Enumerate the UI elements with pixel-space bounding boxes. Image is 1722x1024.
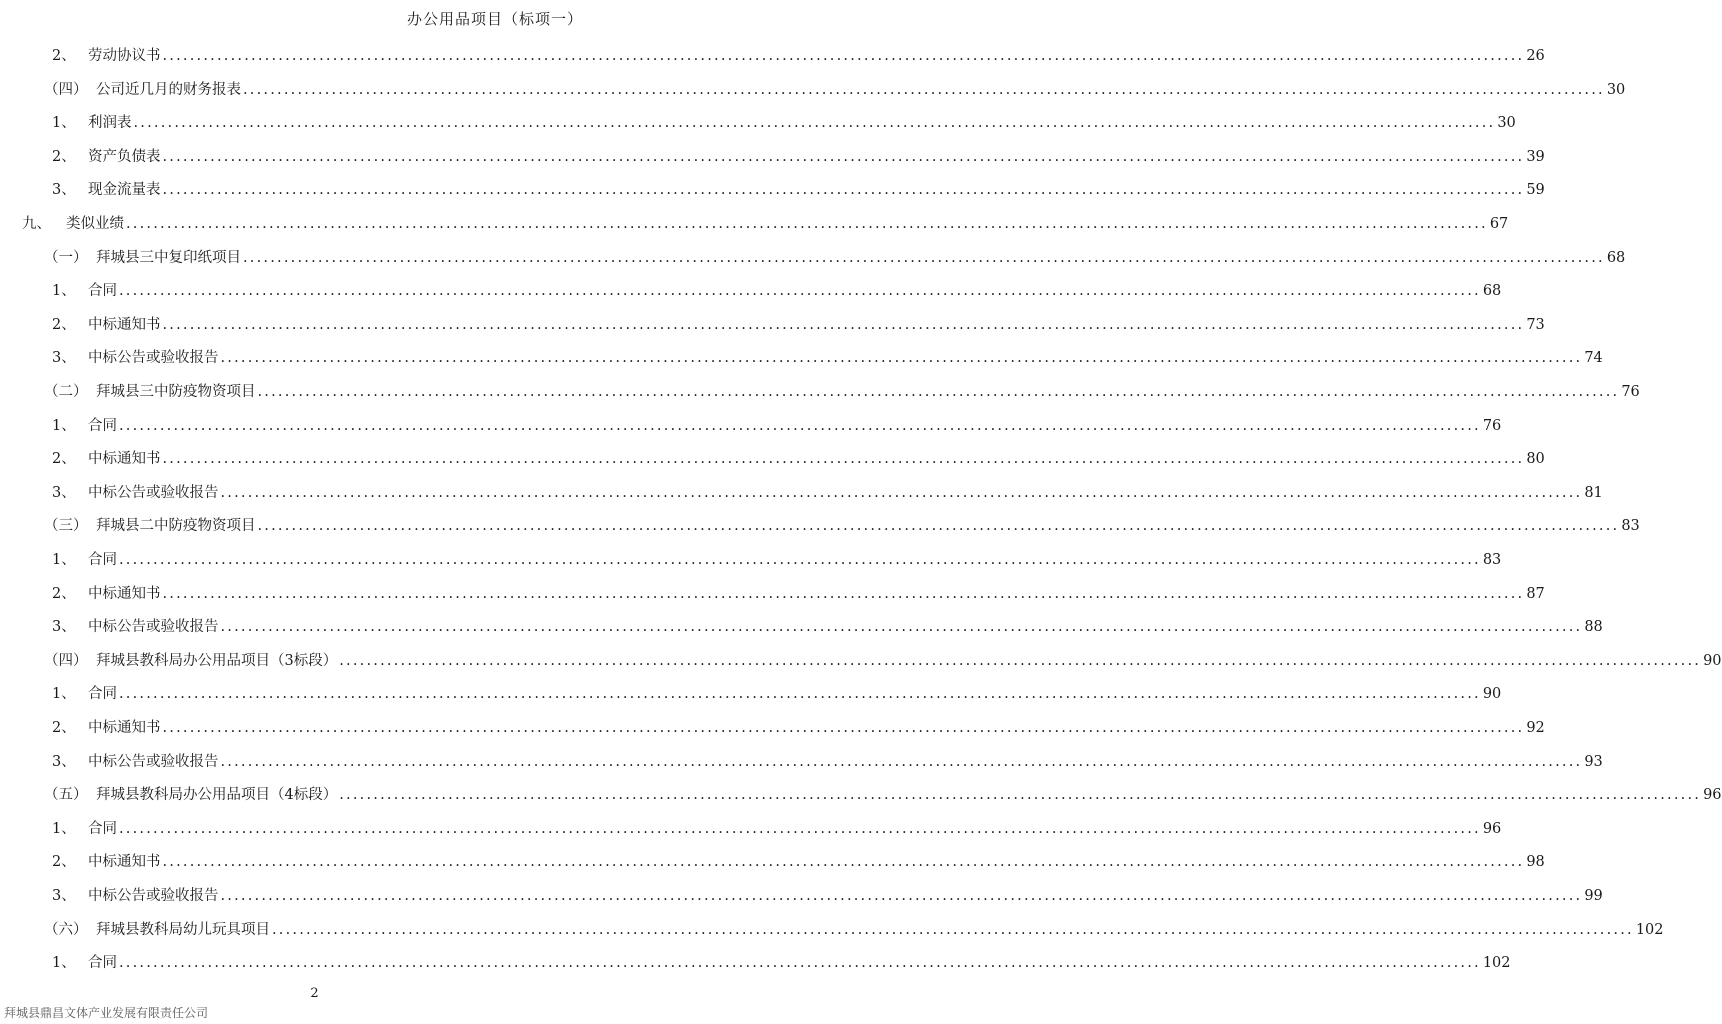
toc-entry-page: 96 xyxy=(1703,787,1722,804)
toc-entry-number: 1、 xyxy=(52,820,76,837)
toc-entry-title: 拜城县三中防疫物资项目 xyxy=(96,384,256,400)
toc-entry-title: 合同 xyxy=(88,417,117,434)
toc-dot-leader: ........................................................................................................................................................................................................ xyxy=(257,518,1620,535)
toc-dot-leader: ........................................................................................................................................................................................................ xyxy=(162,585,1525,602)
toc-entry xyxy=(52,750,1603,772)
toc-entry xyxy=(44,78,1626,100)
toc-entry xyxy=(44,649,1722,671)
toc-entry-page: 74 xyxy=(1584,350,1603,367)
toc-entry-page: 102 xyxy=(1635,921,1664,938)
toc-entry-page: 30 xyxy=(1497,115,1516,132)
toc-entry-title: 拜城县二中防疫物资项目 xyxy=(96,518,256,535)
toc-dot-leader: ........................................................................................................................................................................................................ xyxy=(162,854,1525,871)
toc-entry-number: 3、 xyxy=(52,888,76,904)
toc-entry-title: 拜城县三中复印纸项目 xyxy=(96,249,241,266)
toc-entry xyxy=(52,817,1502,839)
toc-dot-leader: ........................................................................................................................................................................................................ xyxy=(162,48,1525,64)
toc-entry-number: 1、 xyxy=(52,115,76,132)
toc-entry-number: 1、 xyxy=(52,686,76,703)
toc-dot-leader: ........................................................................................................................................................................................................ xyxy=(220,484,1583,501)
toc-dot-leader: ........................................................................................................................................................................................................ xyxy=(162,316,1525,333)
toc-entry-number: 3、 xyxy=(52,619,76,636)
toc-entry-page: 39 xyxy=(1526,148,1545,165)
toc-entry-title: 公司近几月的财务报表 xyxy=(96,81,241,98)
toc-dot-leader: ........................................................................................................................................................................................................ xyxy=(119,417,1481,434)
toc-entry-page: 98 xyxy=(1526,854,1545,871)
toc-entry-number: 1、 xyxy=(52,955,76,972)
toc-entry xyxy=(44,514,1640,536)
toc-entry-page: 80 xyxy=(1526,451,1545,468)
toc-entry xyxy=(52,346,1603,368)
toc-entry-page: 26 xyxy=(1526,48,1545,64)
toc-dot-leader: ........................................................................................................................................................................................................ xyxy=(257,384,1620,400)
toc-dot-leader: ........................................................................................................................................................................................................ xyxy=(119,955,1481,972)
toc-entry-title: 拜城县教科局幼儿玩具项目 xyxy=(96,921,270,938)
toc-entry-number: （三） xyxy=(44,518,88,535)
toc-dot-leader: ........................................................................................................................................................................................................ xyxy=(243,249,1605,266)
toc-entry-title: 拜城县教科局办公用品项目（3标段） xyxy=(96,652,338,669)
toc-entry-page: 83 xyxy=(1621,518,1640,535)
toc-entry-page: 99 xyxy=(1584,888,1603,904)
toc-dot-leader: ........................................................................................................................................................................................................ xyxy=(119,283,1481,300)
toc-entry xyxy=(52,111,1516,133)
toc-entry-number: （一） xyxy=(44,249,88,266)
toc-entry-page: 81 xyxy=(1584,484,1603,501)
toc-entry xyxy=(52,447,1545,469)
toc-entry-page: 93 xyxy=(1584,753,1603,770)
toc-entry-title: 合同 xyxy=(88,686,117,703)
toc-entry xyxy=(22,212,1509,234)
toc-entry-page: 59 xyxy=(1526,182,1545,199)
toc-entry-number: 3、 xyxy=(52,753,76,770)
toc-dot-leader: ........................................................................................................................................................................................................ xyxy=(119,820,1481,837)
toc-entry-number: 2、 xyxy=(52,854,76,871)
toc-dot-leader: ........................................................................................................................................................................................................ xyxy=(162,720,1525,736)
toc-entry-page: 73 xyxy=(1526,316,1545,333)
toc-entry-number: （六） xyxy=(44,921,88,938)
toc-entry-title: 中标公告或验收报告 xyxy=(88,619,219,636)
toc-entry-page: 67 xyxy=(1489,216,1509,232)
toc-entry-page: 76 xyxy=(1621,384,1640,400)
toc-entry-title: 中标通知书 xyxy=(88,316,161,333)
toc-entry-title: 合同 xyxy=(88,283,117,300)
toc-entry-title: 中标通知书 xyxy=(88,720,161,736)
toc-entry xyxy=(52,850,1545,872)
toc-dot-leader: ........................................................................................................................................................................................................ xyxy=(119,552,1481,568)
toc-entry-title: 中标通知书 xyxy=(88,854,161,871)
toc-entry xyxy=(52,414,1502,436)
toc-dot-leader: ........................................................................................................................................................................................................ xyxy=(339,787,1702,804)
toc-entry xyxy=(52,178,1545,200)
toc-entry xyxy=(52,548,1502,570)
toc-dot-leader: ........................................................................................................................................................................................................ xyxy=(220,350,1583,367)
toc-entry-title: 拜城县教科局办公用品项目（4标段） xyxy=(96,787,338,804)
toc-entry-page: 88 xyxy=(1584,619,1603,636)
toc-entry-number: （二） xyxy=(44,384,88,400)
toc-entry-page: 90 xyxy=(1703,652,1722,669)
toc-entry-page: 68 xyxy=(1606,249,1626,266)
toc-dot-leader: ........................................................................................................................................................................................................ xyxy=(272,921,1634,938)
toc-entry-title: 合同 xyxy=(88,955,117,972)
toc-entry-title: 中标公告或验收报告 xyxy=(88,888,219,904)
toc-entry-number: 1、 xyxy=(52,283,76,300)
toc-entry xyxy=(52,582,1545,604)
footer-company-name: 拜城县鼎昌文体产业发展有限责任公司 xyxy=(4,1006,209,1020)
toc-entry-title: 中标通知书 xyxy=(88,451,161,468)
toc-entry-title: 中标公告或验收报告 xyxy=(88,484,219,501)
toc-entry xyxy=(44,918,1664,940)
toc-entry-page: 96 xyxy=(1482,820,1502,837)
toc-entry xyxy=(52,145,1545,167)
toc-entry-number: 2、 xyxy=(52,585,76,602)
toc-entry-number: 2、 xyxy=(52,48,76,64)
toc-dot-leader: ........................................................................................................................................................................................................ xyxy=(243,81,1605,98)
toc-entry xyxy=(44,380,1640,402)
toc-entry xyxy=(52,716,1545,738)
toc-dot-leader: ........................................................................................................................................................................................................ xyxy=(162,148,1525,165)
toc-entry-number: 3、 xyxy=(52,182,76,199)
toc-entry-number: （五） xyxy=(44,787,88,804)
toc-entry xyxy=(52,615,1603,637)
toc-entry xyxy=(52,682,1502,704)
toc-entry-title: 现金流量表 xyxy=(88,182,161,199)
document-header-title: 办公用品项目（标项一） xyxy=(406,10,583,28)
toc-entry-number: 2、 xyxy=(52,720,76,736)
toc-entry-number: 1、 xyxy=(52,417,76,434)
toc-entry xyxy=(44,783,1722,805)
toc-entry xyxy=(52,481,1603,503)
toc-dot-leader: ........................................................................................................................................................................................................ xyxy=(339,652,1702,669)
toc-entry-page: 102 xyxy=(1482,955,1511,972)
toc-entry-number: 3、 xyxy=(52,484,76,501)
toc-dot-leader: ........................................................................................................................................................................................................ xyxy=(220,888,1583,904)
toc-entry xyxy=(44,246,1626,268)
toc-entry-title: 中标公告或验收报告 xyxy=(88,753,219,770)
toc-entry-page: 83 xyxy=(1482,552,1502,568)
toc-entry-title: 资产负债表 xyxy=(88,148,161,165)
toc-entry-page: 76 xyxy=(1482,417,1502,434)
toc-dot-leader: ........................................................................................................................................................................................................ xyxy=(220,619,1583,636)
toc-entry-number: 1、 xyxy=(52,552,76,568)
toc-entry-page: 92 xyxy=(1526,720,1545,736)
toc-entry-title: 合同 xyxy=(88,552,117,568)
toc-entry-page: 68 xyxy=(1482,283,1502,300)
page-number: 2 xyxy=(310,986,319,1001)
toc-entry-title: 中标公告或验收报告 xyxy=(88,350,219,367)
toc-entry xyxy=(52,279,1502,301)
toc-entry-number: 2、 xyxy=(52,316,76,333)
toc-entry-page: 90 xyxy=(1482,686,1502,703)
toc-entry-title: 中标通知书 xyxy=(88,585,161,602)
toc-dot-leader: ........................................................................................................................................................................................................ xyxy=(133,115,1496,132)
toc-entry xyxy=(52,313,1545,335)
toc-dot-leader: ........................................................................................................................................................................................................ xyxy=(119,686,1481,703)
toc-dot-leader: ........................................................................................................................................................................................................ xyxy=(126,216,1488,232)
toc-dot-leader: ........................................................................................................................................................................................................ xyxy=(220,753,1583,770)
toc-entry-number: 2、 xyxy=(52,451,76,468)
toc-entry xyxy=(52,884,1603,906)
toc-entry-number: 九、 xyxy=(22,216,51,232)
toc-dot-leader: ........................................................................................................................................................................................................ xyxy=(162,182,1525,199)
toc-dot-leader: ........................................................................................................................................................................................................ xyxy=(162,451,1525,468)
toc-entry xyxy=(52,951,1511,973)
toc-entry-title: 类似业绩 xyxy=(66,216,124,232)
toc-entry-page: 30 xyxy=(1606,81,1626,98)
toc-entry-title: 劳动协议书 xyxy=(88,48,161,64)
toc-entry-number: （四） xyxy=(44,652,88,669)
toc-entry-number: （四） xyxy=(44,81,88,98)
toc-entry-title: 合同 xyxy=(88,820,117,837)
toc-entry-number: 3、 xyxy=(52,350,76,367)
toc-entry-title: 利润表 xyxy=(88,115,132,132)
toc-entry-page: 87 xyxy=(1526,585,1545,602)
toc-entry xyxy=(52,44,1545,66)
toc-entry-number: 2、 xyxy=(52,148,76,165)
